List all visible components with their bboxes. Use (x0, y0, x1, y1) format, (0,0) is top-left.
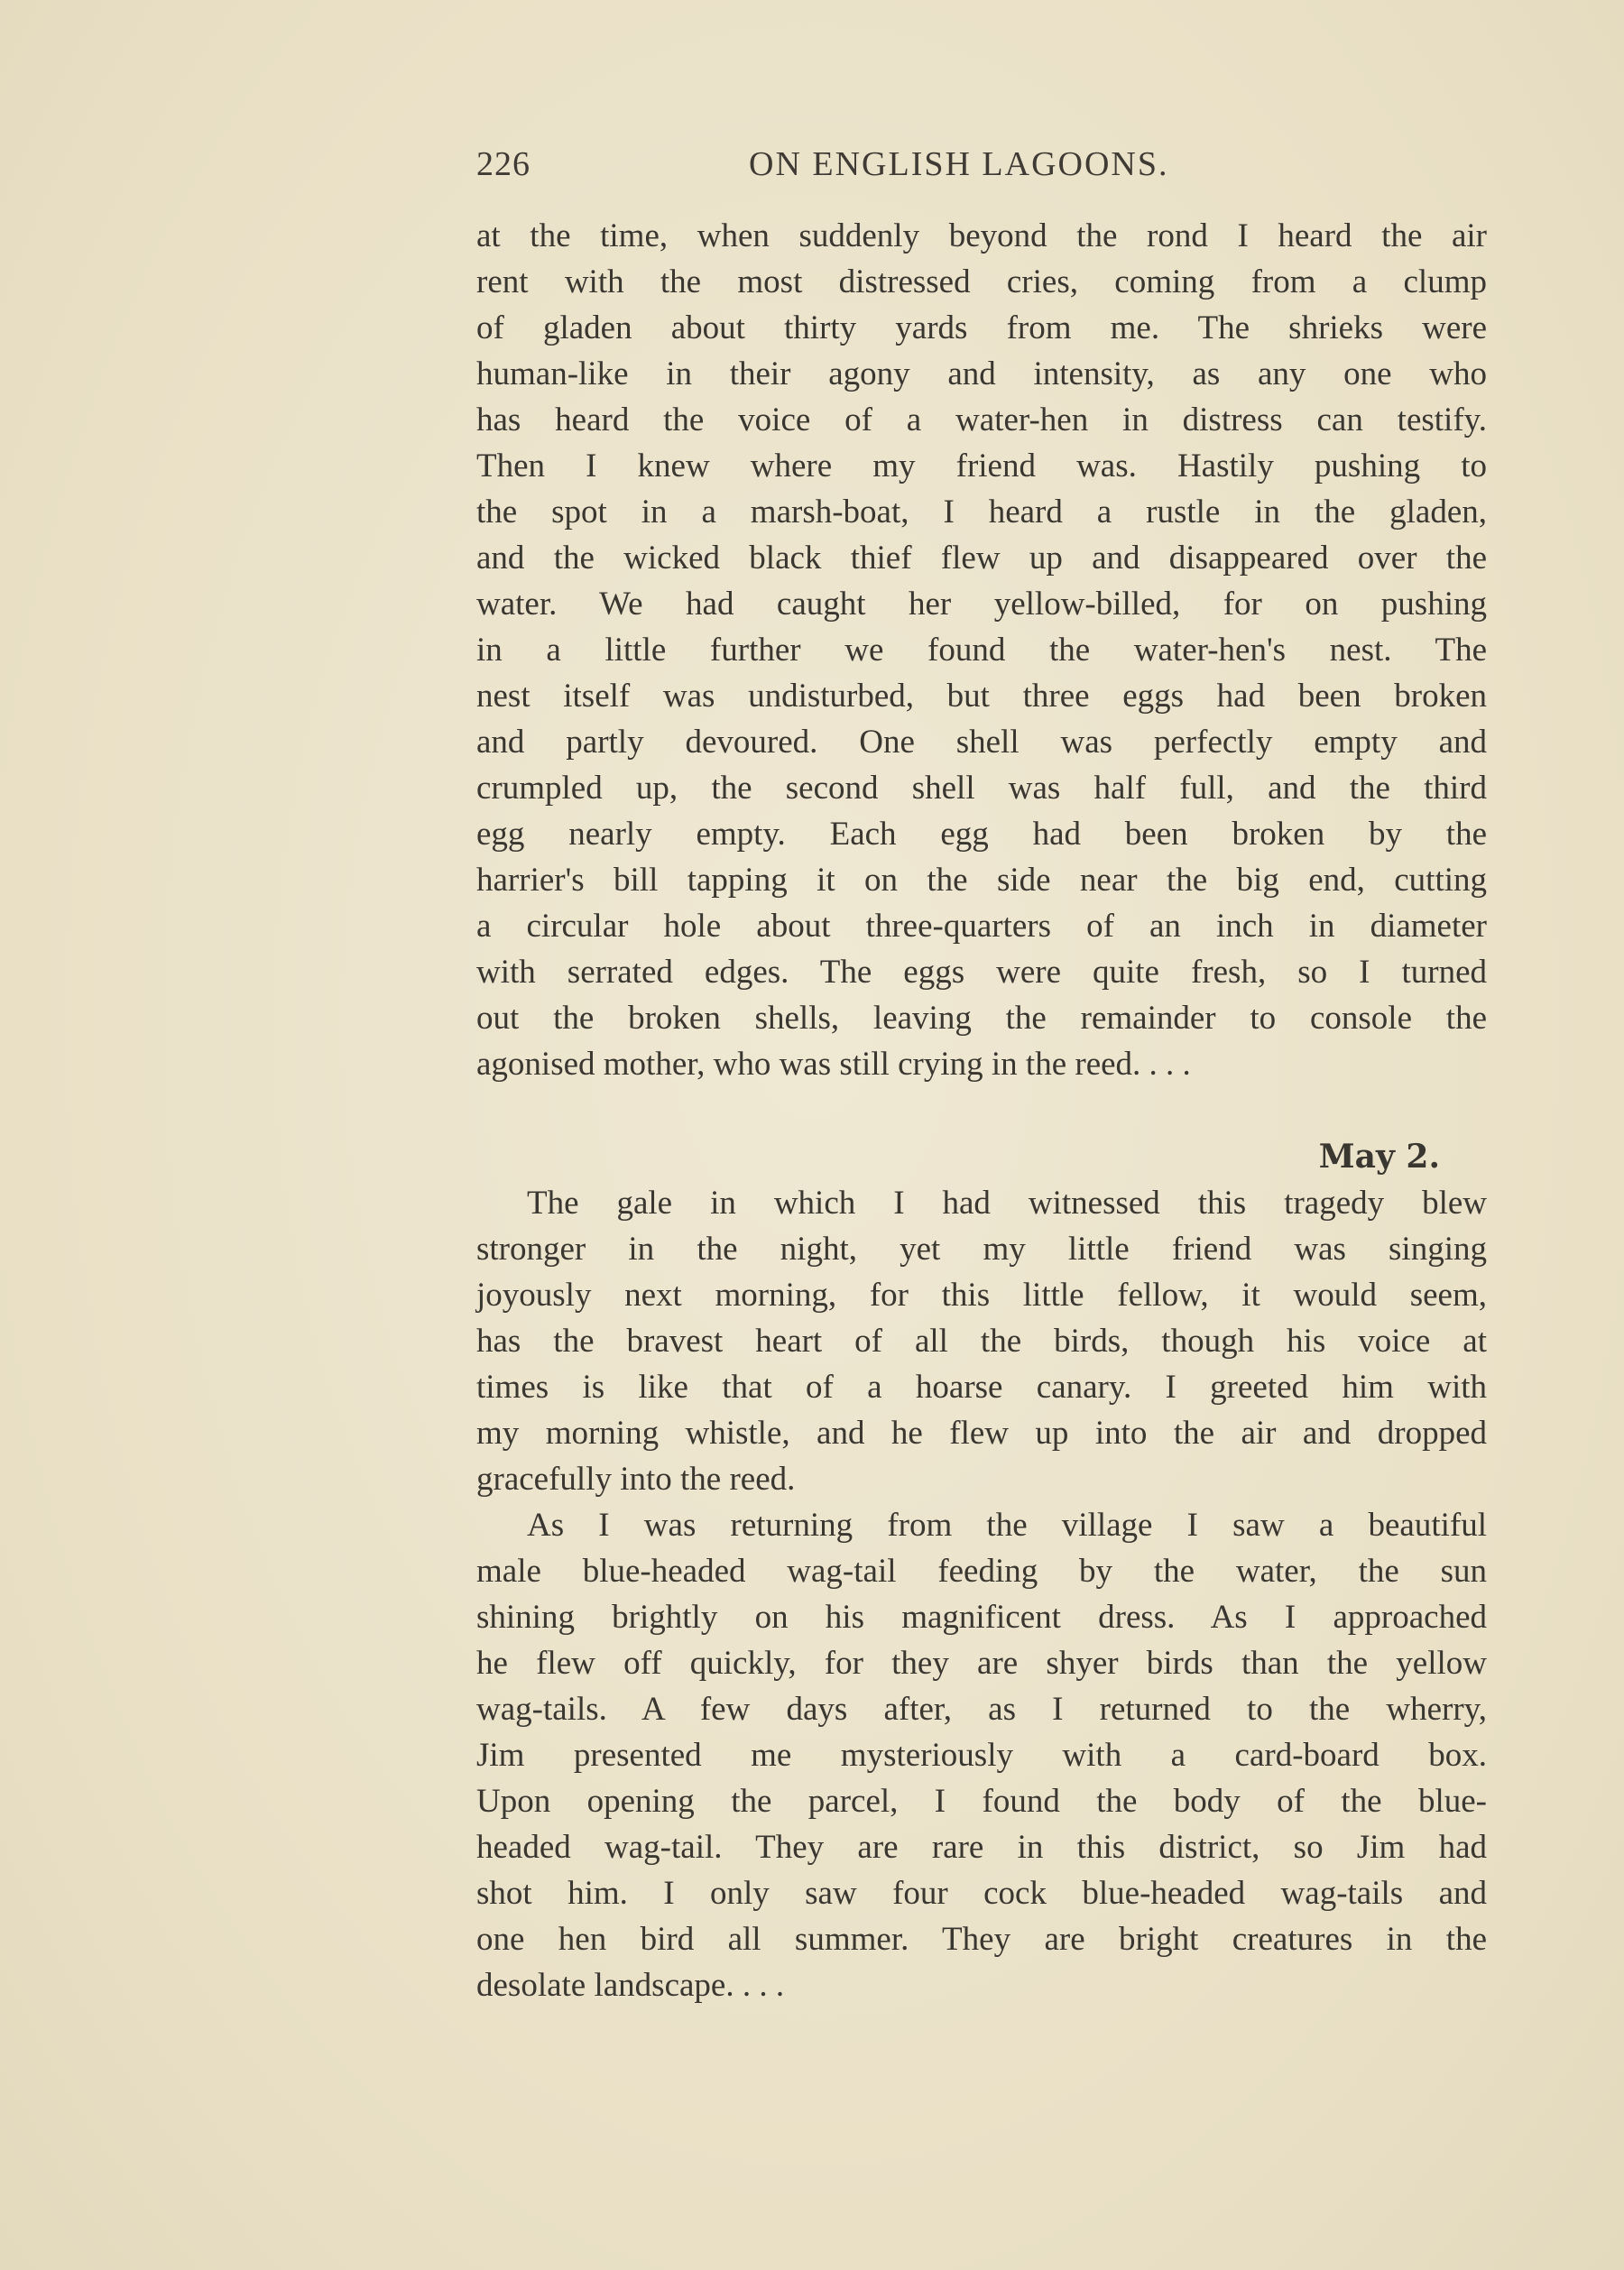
date-heading-text: May 2. (1318, 1138, 1440, 1176)
text-line: desolate landscape. . . . (476, 1967, 785, 2004)
text-line: and the wicked black thief flew up and disappeared over the (476, 540, 1487, 577)
text-line: times is like that of a hoarse canary. I greeted him with (476, 1369, 1487, 1406)
text-line: has the bravest heart of all the birds, though his voice at (476, 1323, 1487, 1360)
date-heading (476, 1134, 1487, 1180)
text-line: he flew off quickly, for they are shyer birds than the yellow (476, 1645, 1487, 1682)
text-line: the spot in a marsh-boat, I heard a rustle in the gladen, (476, 494, 1487, 531)
text-line: rent with the most distressed cries, coming from a clump (476, 263, 1487, 300)
text-line: wag-tails. A few days after, as I returned to the wherry, (476, 1691, 1487, 1728)
text-line: has heard the voice of a water-hen in distress can testify. (476, 401, 1487, 438)
text-line: headed wag-tail. They are rare in this district, so Jim had (476, 1829, 1487, 1866)
text-line: my morning whistle, and he flew up into the air and dropped (476, 1415, 1487, 1452)
paragraph-1 (476, 213, 1487, 1087)
text-line: shot him. I only saw four cock blue-headed wag-tails and (476, 1875, 1487, 1912)
running-title: ON ENGLISH LAGOONS. (749, 145, 1169, 183)
text-line: with serrated edges. The eggs were quite fresh, so I turned (476, 954, 1487, 991)
text-line: human-like in their agony and intensity, as any one who (476, 355, 1487, 392)
paragraph-2 (476, 1180, 1487, 1502)
text-line: water. We had caught her yellow-billed, for on pushing (476, 586, 1487, 623)
text-line: in a little further we found the water-hen's nest. The (476, 632, 1487, 669)
text-line: nest itself was undisturbed, but three eggs had been broken (476, 678, 1487, 715)
text-line: Then I knew where my friend was. Hastily pushing to (476, 448, 1487, 484)
body-text (476, 213, 1487, 2008)
text-line: gracefully into the reed. (476, 1461, 796, 1498)
text-line: Jim presented me mysteriously with a card-board box. (476, 1737, 1487, 1774)
text-line: a circular hole about three-quarters of an inch in diameter (476, 908, 1487, 945)
text-line: Upon opening the parcel, I found the body of the blue- (476, 1783, 1487, 1820)
text-line: As I was returning from the village I saw a beautiful (527, 1507, 1487, 1544)
text-line: egg nearly empty. Each egg had been broken by the (476, 816, 1487, 853)
text-line: at the time, when suddenly beyond the rond I heard the air (476, 217, 1487, 254)
text-line: of gladen about thirty yards from me. The shrieks were (476, 309, 1487, 346)
section-gap (476, 1087, 1487, 1134)
text-line: stronger in the night, yet my little friend was singing (476, 1231, 1487, 1268)
text-line: and partly devoured. One shell was perfectly empty and (476, 724, 1487, 761)
text-line: joyously next morning, for this little fellow, it would seem, (476, 1277, 1487, 1314)
text-line: one hen bird all summer. They are bright creatures in the (476, 1921, 1487, 1958)
text-line: crumpled up, the second shell was half full, and the third (476, 770, 1487, 807)
text-line: harrier's bill tapping it on the side near the big end, cutting (476, 862, 1487, 899)
text-line: agonised mother, who was still crying in the reed. . . . (476, 1046, 1191, 1083)
text-line: shining brightly on his magnificent dress. As I approached (476, 1599, 1487, 1636)
text-line: The gale in which I had witnessed this tragedy blew (527, 1185, 1487, 1222)
running-head (476, 144, 1487, 198)
paragraph-3 (476, 1502, 1487, 2008)
text-line: male blue-headed wag-tail feeding by the water, the sun (476, 1553, 1487, 1590)
page-number: 226 (476, 145, 531, 183)
text-line: out the broken shells, leaving the remainder to console the (476, 1000, 1487, 1037)
